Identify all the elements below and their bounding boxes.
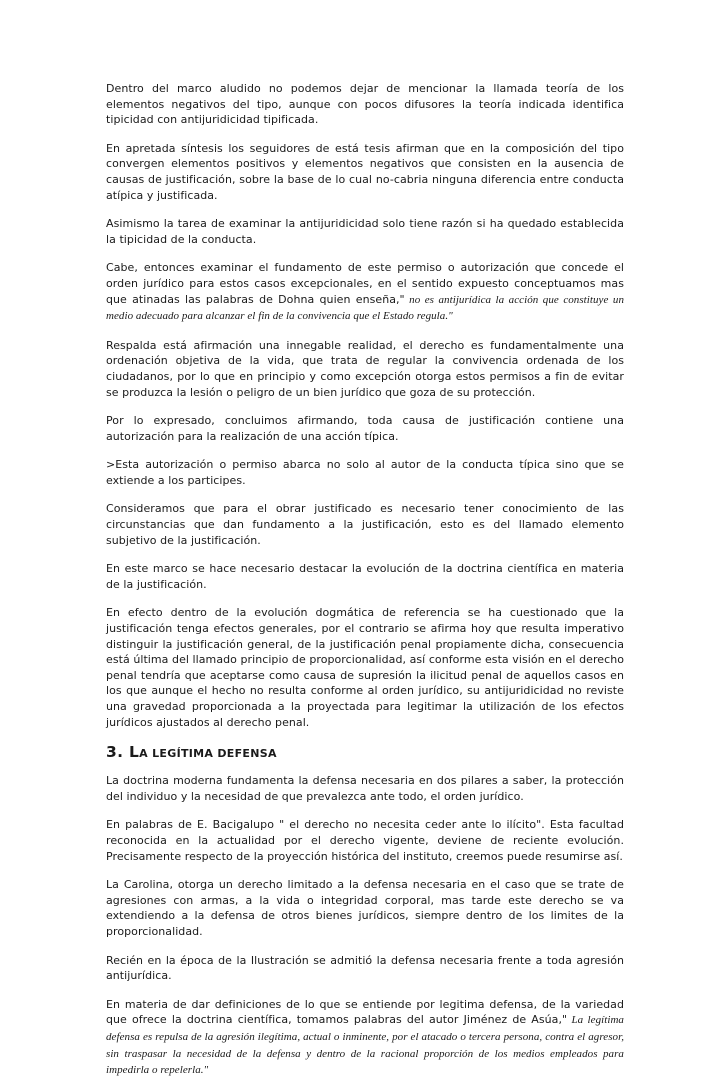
- paragraph: La doctrina moderna fundamenta la defensa necesaria en dos pilares a saber, la protección del individuo y la necesidad de que prevalezca ante todo, el orden jurídico.: [106, 774, 624, 803]
- section-title-initial: L: [128, 743, 140, 762]
- paragraph: La Carolina, otorga un derecho limitado a la defensa necesaria en el caso que se trate de agresiones con armas, a la vida o integridad corporal, mas tarde este derecho se va extendiendo a la defensa de otros bienes jurídicos, siempre dentro de los limites de la proporcionalidad.: [106, 878, 624, 938]
- quote-asua: La legítima defensa es repulsa de la agresión ilegítima, actual o inminente, por el atacado o tercera persona, contra el agresor, sin traspasar la necesidad de la defensa y dentro de la racional proporción de los medios empleados para impedirla o repelerla.": [106, 1014, 624, 1077]
- section-number: 3.: [106, 743, 129, 762]
- paragraph: En palabras de E. Bacigalupo " el derecho no necesita ceder ante lo ilícito". Esta facultad reconocida en la actualidad por el derecho vigente, deviene de reciente evolución. Precisamente respecto de la proyección histórica del instituto, creemos puede resumirse así.: [106, 818, 624, 863]
- paragraph: En este marco se hace necesario destacar la evolución de la doctrina científica en materia de la justificación.: [106, 562, 624, 591]
- section-title-rest: A LEGÍTIMA DEFENSA: [139, 747, 277, 761]
- paragraph: En apretada síntesis los seguidores de está tesis afirman que en la composición del tipo convergen elementos positivos y elementos negativos que consisten en la ausencia de causas de justificación, sobre la base de lo cual no-cabria ninguna diferencia entre conducta atípica y justificada.: [106, 141, 624, 202]
- paragraph-asua: [106, 997, 624, 1079]
- paragraph-dohna: [106, 260, 624, 324]
- section-heading: [106, 743, 624, 761]
- paragraph: Respalda está afirmación una innegable realidad, el derecho es fundamentalmente una ordenación objetiva de la vida, que trata de regular la convivencia ordenada de los ciudadanos, por lo que en principio y como excepción otorga estos permisos a fin de evitar se produzca la lesión o peligro de un bien jurídico que goza de su protección.: [106, 338, 624, 399]
- paragraph: >Esta autorización o permiso abarca no solo al autor de la conducta típica sino que se extiende a los participes.: [106, 458, 624, 487]
- paragraph: En efecto dentro de la evolución dogmática de referencia se ha cuestionado que la justificación tenga efectos generales, por el contrario se afirma hoy que resulta imperativo distinguir la justificación general, de la justificación penal propiamente dicha, consecuencia está última del llamado principio de proporcionalidad, así conforme esta visión en el derecho penal tendría que aceptarse como causa de supresión la ilicitud penal de aquellos casos en los que aunque el hecho no resulta conforme al orden jurídico, su antijuridicidad no reviste una gravedad proporcionada a la proyectada para legitimar la utilización de los efectos jurídicos ajustados al derecho penal.: [106, 606, 624, 729]
- paragraph-text: Cabe, entonces examinar el fundamento de este permiso o autorización que concede el orden jurídico para estos casos excepcionales, en el sentido expuesto conceptuamos mas que atinadas las palabras de Dohna quien enseña,": [106, 261, 624, 306]
- quote-dohna: no es antijurídica la acción que constituye un medio adecuado para alcanzar el fin de la convivencia que el Estado regula.": [106, 293, 625, 323]
- paragraph: Por lo expresado, concluimos afirmando, toda causa de justificación contiene una autorización para la realización de una acción típica.: [106, 414, 624, 443]
- paragraph: Asimismo la tarea de examinar la antijuridicidad solo tiene razón si ha quedado establecida la tipicidad de la conducta.: [106, 217, 624, 246]
- paragraph: Recién en la época de la Ilustración se admitió la defensa necesaria frente a toda agresión antijurídica.: [106, 953, 624, 983]
- paragraph: Consideramos que para el obrar justificado es necesario tener conocimiento de las circunstancias que dan fundamento a la justificación, esto es del llamado elemento subjetivo de la justificación.: [106, 502, 624, 547]
- paragraph: Dentro del marco aludido no podemos dejar de mencionar la llamada teoría de los elementos negativos del tipo, aunque con pocos difusores la teoría indicada identifica tipicidad con antijuridicidad tipificada.: [106, 82, 624, 127]
- paragraph-text: En materia de dar definiciones de lo que se entiende por legitima defensa, de la variedad que ofrece la doctrina científica, tomamos palabras del autor Jiménez de Asúa,": [106, 997, 624, 1027]
